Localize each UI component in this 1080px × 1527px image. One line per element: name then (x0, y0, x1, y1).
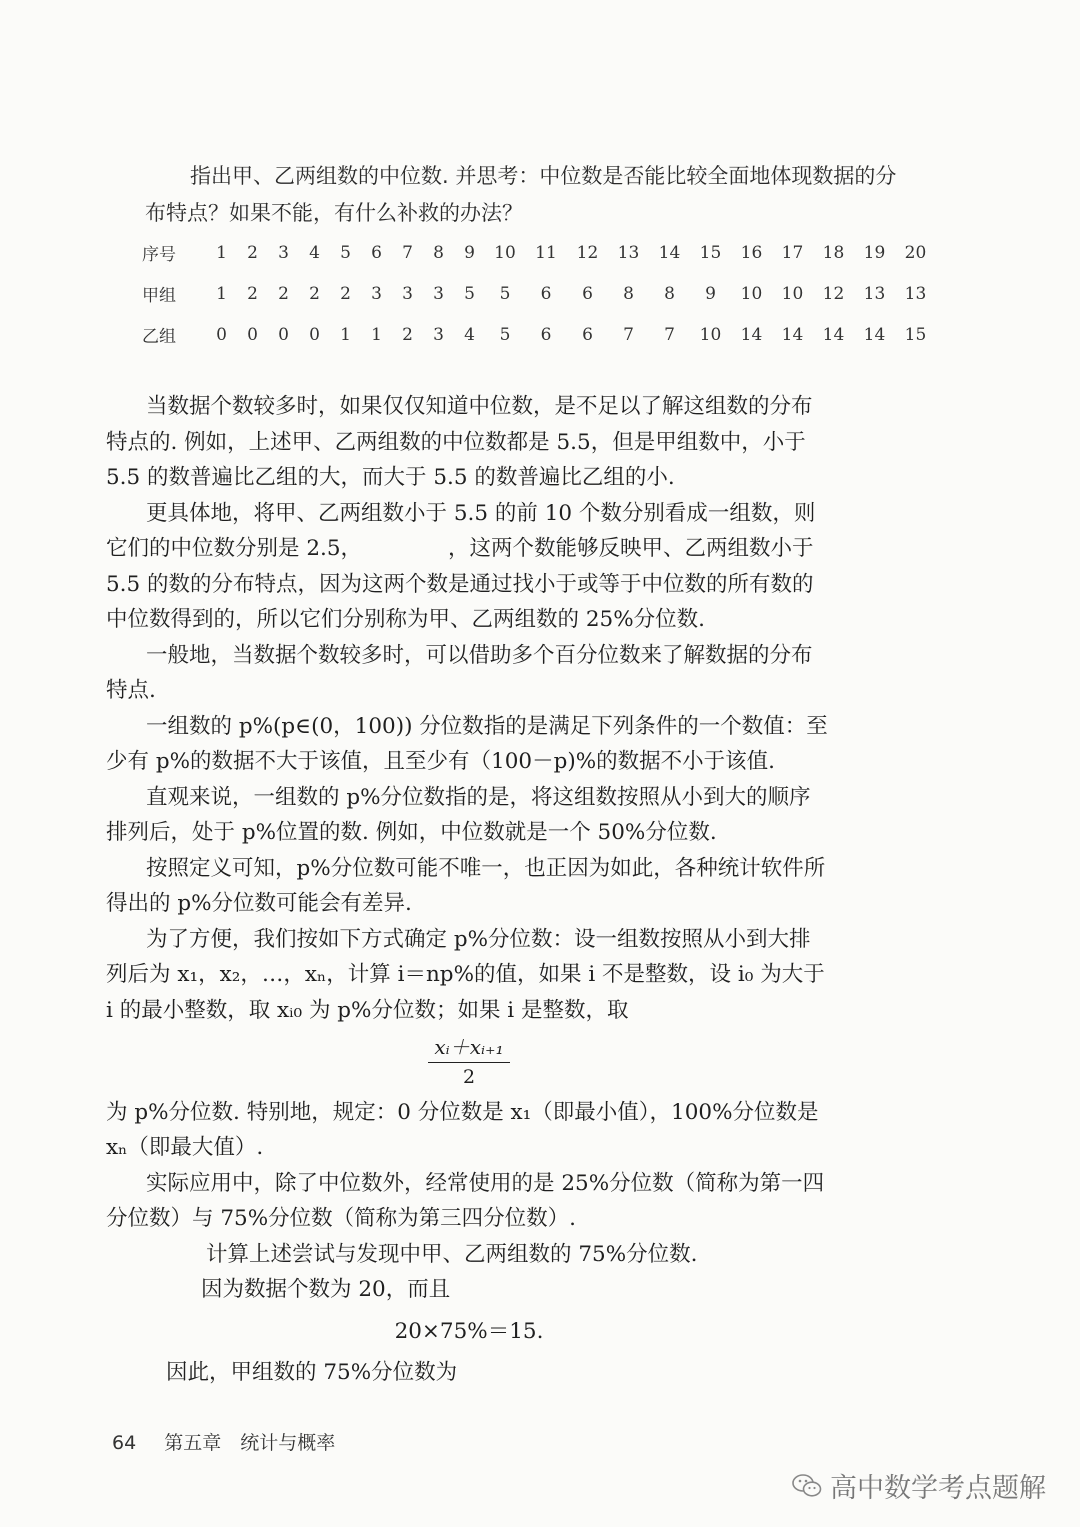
table-cell: 6 (540, 324, 552, 345)
table-cell: 11 (535, 242, 557, 263)
paragraph: 更具体地，将甲、乙两组数小于 5.5 的前 10 个数分别看成一组数，则它们的中位数分别是 2.5， ，这两个数能够反映甲、乙两组数小于 5.5 的数的分布特点，因为这两个数是通过找小于或等于中位数的所有数的中位数得到的，所以它们分别称为甲、乙两组数的 25%分位数. (106, 500, 816, 632)
solution-line: 因此，甲组数的 75%分位数为 (166, 1360, 458, 1385)
table-cell: 14 (822, 324, 845, 345)
table-cell: 1 (371, 324, 382, 345)
table-row (140, 314, 936, 355)
table-cell: 14 (781, 324, 804, 345)
table-cell: 8 (664, 283, 675, 304)
example-prompt: 计算上述尝试与发现中甲、乙两组数的 75%分位数. (206, 1241, 698, 1267)
table-cell: 0 (278, 324, 289, 345)
formula-numerator: xᵢ＋xᵢ₊₁ (428, 1032, 509, 1063)
paragraph: 按照定义可知，p%分位数可能不唯一，也正因为如此，各种统计软件所得出的 p%分位数可能会有差异. (106, 855, 826, 916)
table-cell: 5 (499, 324, 511, 345)
table-cell: 20 (904, 242, 927, 263)
table-cell: 13 (617, 242, 640, 263)
row-label: 序号 (142, 245, 176, 265)
table-cell: 8 (433, 242, 444, 263)
table-cell: 17 (781, 242, 804, 263)
paragraph: 为 p%分位数. 特别地，规定：0 分位数是 x₁（即最小值），100%分位数是 xₙ（即最大值）. (106, 1099, 819, 1160)
table-cell: 6 (582, 324, 593, 345)
table-cell: 16 (740, 242, 763, 263)
table-cell: 13 (863, 283, 886, 304)
watermark (792, 1466, 1046, 1505)
paragraph: 直观来说，一组数的 p%分位数指的是，将这组数按照从小到大的顺序排列后，处于 p%位置的数. 例如，中位数就是一个 50%分位数. (106, 784, 811, 845)
table-cell: 0 (309, 324, 320, 345)
table-cell: 0 (216, 324, 227, 345)
chapter-title: 第五章 统计与概率 (164, 1432, 336, 1454)
table-cell: 9 (464, 242, 475, 263)
table-cell: 6 (371, 242, 382, 263)
watermark-text: 高中数学考点题解 (830, 1473, 1046, 1504)
table-cell: 12 (822, 283, 845, 304)
table-cell: 4 (309, 242, 320, 263)
paragraph: 一组数的 p%(p∈(0，100)) 分位数指的是满足下列条件的一个数值：至少有 p%的数据不大于该值，且至少有（100－p)%的数据不小于该值. (106, 713, 828, 774)
table-cell: 6 (582, 283, 593, 304)
body-text (106, 389, 832, 1391)
table-row (140, 232, 936, 273)
row-label: 乙组 (142, 327, 176, 347)
table-cell: 8 (623, 283, 634, 304)
table-cell: 7 (623, 324, 634, 345)
paragraph: 当数据个数较多时，如果仅仅知道中位数，是不足以了解这组数的分布特点的. 例如，上述甲、乙两组数的中位数都是 5.5，但是甲组数中，小于 5.5 的数普遍比乙组的大，而大于 5.5 的数普遍比乙组的小. (106, 394, 813, 490)
solution-equation: 20×75%＝15. (394, 1318, 544, 1344)
table-cell: 2 (247, 242, 258, 263)
table-cell: 15 (904, 324, 927, 345)
table-cell: 2 (247, 283, 258, 304)
table-cell: 2 (402, 324, 413, 345)
table-cell: 6 (540, 283, 552, 304)
paragraph: 为了方便，我们按如下方式确定 p%分位数：设一组数按照从小到大排列后为 x₁，x₂，…，xₙ，计算 i＝np%的值，如果 i 不是整数，设 i₀ 为大于 i 的最小整数，取 xᵢ₀ 为 p%分位数；如果 i 是整数，取 (106, 926, 825, 1023)
paragraph: 实际应用中，除了中位数外，经常使用的是 25%分位数（简称为第一四分位数）与 75%分位数（简称为第三四分位数）. (106, 1170, 825, 1231)
formula-denominator: 2 (462, 1066, 476, 1088)
table-cell: 10 (494, 242, 516, 263)
table-cell: 19 (863, 242, 886, 263)
table-cell: 5 (464, 283, 475, 304)
table-cell: 5 (499, 283, 511, 304)
formula-line (106, 1028, 832, 1095)
table-cell: 18 (822, 242, 845, 263)
table-cell: 3 (371, 283, 382, 304)
table-cell: 14 (863, 324, 886, 345)
fraction-formula (428, 1032, 509, 1091)
table-cell: 3 (278, 242, 289, 263)
table-cell: 3 (402, 283, 413, 304)
table-cell: 3 (433, 283, 444, 304)
page-number: 64 (112, 1432, 137, 1454)
table-cell: 7 (664, 324, 675, 345)
table-cell: 12 (576, 242, 599, 263)
wechat-icon (792, 1473, 822, 1499)
table-cell: 13 (904, 283, 927, 304)
table-cell: 15 (699, 242, 722, 263)
table-cell: 9 (705, 283, 716, 304)
table-cell: 14 (658, 242, 681, 263)
table-cell: 10 (781, 283, 804, 304)
table-cell: 3 (433, 324, 444, 345)
table-cell: 10 (740, 283, 763, 304)
table-row (140, 273, 936, 314)
table-cell: 10 (699, 324, 722, 345)
table-cell: 2 (278, 283, 289, 304)
trial-line-1: 指出甲、乙两组数的中位数. 并思考：中位数是否能比较全面地体现数据的分 (190, 164, 897, 188)
table-cell: 0 (247, 324, 258, 345)
table-cell: 14 (740, 324, 763, 345)
page-footer (112, 1428, 335, 1455)
row-label: 甲组 (142, 286, 176, 306)
table-cell: 4 (464, 324, 475, 345)
data-table (140, 232, 936, 355)
trial-line-2: 布特点？如果不能，有什么补救的办法？ (145, 201, 523, 225)
paragraph: 一般地，当数据个数较多时，可以借助多个百分位数来了解数据的分布特点. (106, 642, 813, 703)
trial-block (145, 158, 935, 232)
table-cell: 1 (340, 324, 351, 345)
table-cell: 5 (340, 242, 351, 263)
table-cell: 7 (402, 242, 413, 263)
solution-line: 因为数据个数为 20，而且 (201, 1277, 451, 1302)
table-cell: 1 (216, 283, 227, 304)
table-cell: 2 (309, 283, 320, 304)
table-cell: 2 (340, 283, 351, 304)
table-cell: 1 (216, 242, 227, 263)
